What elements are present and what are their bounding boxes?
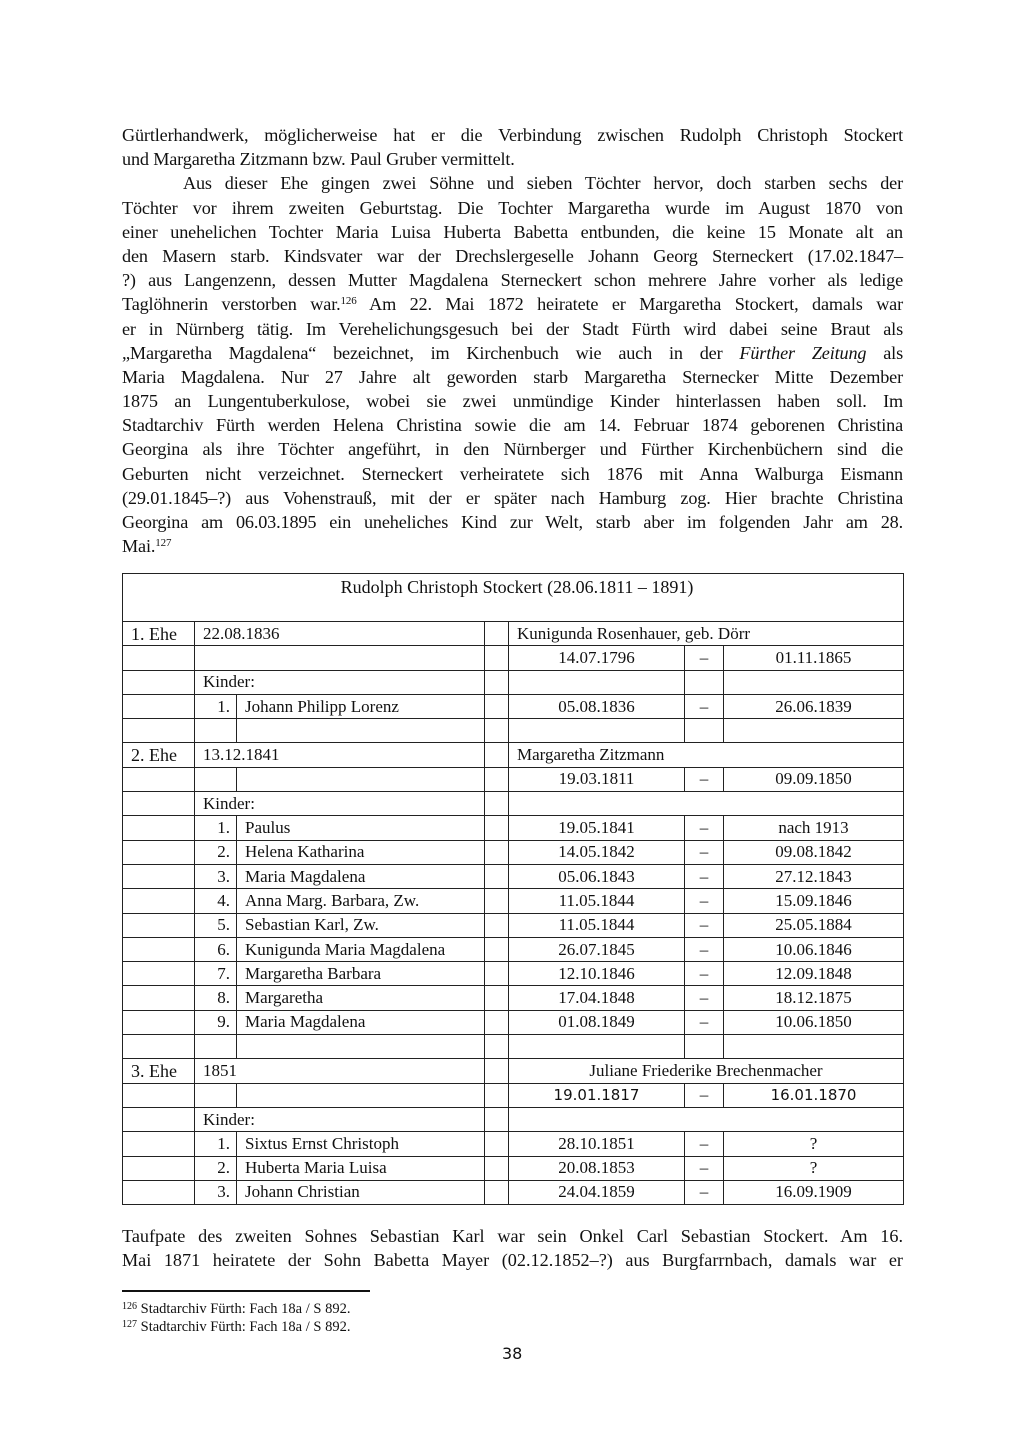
date-dash: – — [685, 1156, 724, 1180]
footnote-ref[interactable]: 127 — [155, 537, 172, 550]
child-number: 2. — [195, 840, 237, 864]
empty-cell — [237, 1035, 485, 1059]
date-dash: – — [685, 767, 724, 791]
spouse-dates-row — [123, 767, 904, 791]
empty-cell — [685, 670, 724, 694]
child-name: Margaretha Barbara — [237, 962, 485, 986]
empty-cell — [685, 719, 724, 743]
date-dash: – — [685, 889, 724, 913]
spacer-cell — [485, 1059, 509, 1083]
spacer-cell — [485, 792, 509, 816]
child-number: 1. — [195, 816, 237, 840]
date-dash: – — [685, 986, 724, 1010]
child-number: 5. — [195, 913, 237, 937]
spacer-cell — [485, 816, 509, 840]
empty-cell — [237, 719, 485, 743]
marriage-row — [123, 743, 904, 767]
genealogy-table-body — [123, 574, 904, 1205]
marriage-date: 1851 — [195, 1059, 485, 1083]
empty-cell — [123, 1156, 195, 1180]
child-death: 12.09.1848 — [724, 962, 904, 986]
page-number: 38 — [502, 1344, 523, 1363]
empty-cell — [123, 670, 195, 694]
child-birth: 17.04.1848 — [509, 986, 685, 1010]
blank-row — [123, 1035, 904, 1059]
empty-cell — [724, 670, 904, 694]
spacer-cell — [485, 986, 509, 1010]
empty-cell — [724, 1035, 904, 1059]
spacer-cell — [485, 1107, 509, 1131]
child-death: 10.06.1846 — [724, 937, 904, 961]
text-line: Gürtlerhandwerk, möglicherweise hat er die Verbindung zwischen Rudolph Christoph Stockert — [122, 125, 903, 145]
date-dash: – — [685, 913, 724, 937]
empty-cell — [509, 719, 685, 743]
table-title: Rudolph Christoph Stockert (28.06.1811 – 1891) — [123, 574, 904, 622]
empty-cell — [195, 767, 237, 791]
child-death: 26.06.1839 — [724, 694, 904, 718]
text-line: Mai 1871 heiratete der Sohn Babetta Mayer (02.12.1852–?) aus Burgfarrnbach, damals war er — [122, 1250, 903, 1271]
empty-cell — [123, 767, 195, 791]
empty-cell — [123, 719, 195, 743]
child-birth: 28.10.1851 — [509, 1132, 685, 1156]
footnote — [122, 1318, 350, 1336]
kinder-label-row — [123, 1107, 904, 1131]
text-fragment: Mai. — [122, 536, 156, 557]
text-line: einer unehelichen Tochter Maria Luisa Huberta Babetta entbunden, die keine 15 Monate alt an — [122, 221, 903, 242]
empty-cell — [123, 646, 195, 670]
date-dash: – — [685, 694, 724, 718]
spacer-cell — [485, 743, 509, 767]
empty-cell — [123, 889, 195, 913]
spacer-cell — [485, 719, 509, 743]
italic-title: Fürther Zeitung — [739, 342, 867, 363]
child-birth: 14.05.1842 — [509, 840, 685, 864]
child-number: 3. — [195, 1180, 237, 1204]
text-line: Stadtarchiv Fürth werden Helena Christina sowie die am 14. Februar 1874 geborenen Christina — [122, 415, 903, 436]
child-birth: 19.05.1841 — [509, 816, 685, 840]
child-number: 2. — [195, 1156, 237, 1180]
child-death: 10.06.1850 — [724, 1010, 904, 1034]
footnote-number: 127 — [122, 1319, 137, 1330]
spacer-cell — [485, 767, 509, 791]
empty-cell — [123, 1035, 195, 1059]
child-row — [123, 1156, 904, 1180]
footnote-text: Stadtarchiv Fürth: Fach 18a / S 892. — [137, 1319, 351, 1335]
spacer-cell — [485, 694, 509, 718]
text-line: (29.01.1845–?) aus Vohenstrauß, mit der er später nach Hamburg zog. Hier brachte Christina — [122, 487, 903, 508]
child-row — [123, 889, 904, 913]
date-dash: – — [685, 1180, 724, 1204]
text-line: den Masern starb. Kindsvater war der Drechslergeselle Johann Georg Sterneckert (17.02.1847– — [122, 245, 903, 266]
spacer-cell — [485, 889, 509, 913]
spouse-birth: 14.07.1796 — [509, 646, 685, 670]
spouse-death: 09.09.1850 — [724, 767, 904, 791]
child-row — [123, 694, 904, 718]
spacer-cell — [485, 1132, 509, 1156]
spouse-death: 16.01.1870 — [724, 1083, 904, 1107]
child-death: nach 1913 — [724, 816, 904, 840]
empty-cell — [123, 962, 195, 986]
empty-cell — [724, 719, 904, 743]
spacer-cell — [485, 1083, 509, 1107]
child-name: Maria Magdalena — [237, 864, 485, 888]
spacer-cell — [485, 1180, 509, 1204]
text-fragment: Am 22. Mai 1872 heiratete er Margaretha Stockert, damals war — [356, 294, 904, 315]
date-dash: – — [685, 1132, 724, 1156]
child-row — [123, 1132, 904, 1156]
text-line — [122, 534, 903, 558]
kinder-label: Kinder: — [195, 670, 485, 694]
empty-cell — [509, 670, 685, 694]
spacer-cell — [485, 962, 509, 986]
marriage-label: 1. Ehe — [123, 622, 195, 646]
child-name: Paulus — [237, 816, 485, 840]
empty-cell — [123, 840, 195, 864]
marriage-date: 13.12.1841 — [195, 743, 485, 767]
marriage-label: 3. Ehe — [123, 1059, 195, 1083]
child-row — [123, 864, 904, 888]
child-row — [123, 816, 904, 840]
child-name: Maria Magdalena — [237, 1010, 485, 1034]
child-name: Anna Marg. Barbara, Zw. — [237, 889, 485, 913]
child-death: 27.12.1843 — [724, 864, 904, 888]
empty-cell — [123, 694, 195, 718]
spouse-death: 01.11.1865 — [724, 646, 904, 670]
empty-cell — [123, 1180, 195, 1204]
child-number: 9. — [195, 1010, 237, 1034]
spacer-cell — [485, 913, 509, 937]
child-birth: 12.10.1846 — [509, 962, 685, 986]
child-number: 1. — [195, 1132, 237, 1156]
child-birth: 20.08.1853 — [509, 1156, 685, 1180]
empty-cell — [123, 1083, 195, 1107]
child-death: 09.08.1842 — [724, 840, 904, 864]
blank-row — [123, 719, 904, 743]
child-death: 25.05.1884 — [724, 913, 904, 937]
child-name: Johann Philipp Lorenz — [237, 694, 485, 718]
date-dash: – — [685, 646, 724, 670]
child-birth: 11.05.1844 — [509, 913, 685, 937]
genealogy-table — [122, 573, 904, 1205]
footnote-text: Stadtarchiv Fürth: Fach 18a / S 892. — [137, 1301, 351, 1317]
date-dash: – — [685, 962, 724, 986]
empty-cell — [509, 1107, 904, 1131]
spouse-birth: 19.01.1817 — [509, 1083, 685, 1107]
child-number: 1. — [195, 694, 237, 718]
empty-cell — [195, 719, 237, 743]
empty-cell — [123, 1010, 195, 1034]
spacer-cell — [485, 1156, 509, 1180]
spouse-dates-row — [123, 1083, 904, 1107]
child-death: 16.09.1909 — [724, 1180, 904, 1204]
empty-cell — [509, 1035, 685, 1059]
kinder-label: Kinder: — [195, 792, 485, 816]
empty-cell — [123, 816, 195, 840]
kinder-label-row — [123, 670, 904, 694]
child-name: Johann Christian — [237, 1180, 485, 1204]
empty-cell — [237, 1083, 485, 1107]
empty-cell — [237, 767, 485, 791]
empty-cell — [685, 1035, 724, 1059]
child-birth: 01.08.1849 — [509, 1010, 685, 1034]
empty-cell — [123, 913, 195, 937]
child-name: Kunigunda Maria Magdalena — [237, 937, 485, 961]
spouse-dates-row — [123, 646, 904, 670]
child-number: 6. — [195, 937, 237, 961]
child-number: 4. — [195, 889, 237, 913]
empty-cell — [123, 986, 195, 1010]
spouse-birth: 19.03.1811 — [509, 767, 685, 791]
text-line: Aus dieser Ehe gingen zwei Söhne und sieben Töchter hervor, doch starben sechs der — [183, 173, 903, 194]
date-dash: – — [685, 816, 724, 840]
child-birth: 26.07.1845 — [509, 937, 685, 961]
spacer-cell — [485, 1010, 509, 1034]
text-line: er in Nürnberg tätig. Im Verehelichungsgesuch bei der Stadt Fürth wird dabei seine Braut als — [122, 318, 903, 339]
text-line: Georgina als ihre Töchter angeführt, in den Nürnberger und Fürther Kirchenbüchern sind die — [122, 439, 903, 460]
text-line: Maria Magdalena. Nur 27 Jahre alt geworden starb Margaretha Sternecker Mitte Dezember — [122, 366, 903, 387]
text-fragment: „Margaretha Magdalena“ bezeichnet, im Kirchenbuch wie auch in der — [122, 342, 740, 363]
text-line — [122, 292, 903, 316]
date-dash: – — [685, 864, 724, 888]
empty-cell — [195, 646, 485, 670]
text-line: 1875 an Lungentuberkulose, wobei sie zwei unmündige Kinder hinterlassen haben soll. Im — [122, 391, 903, 412]
text-line: ?) aus Langenzenn, dessen Mutter Magdalena Sterneckert schon mehrere Jahre vorher als ledige — [122, 270, 903, 291]
child-row — [123, 913, 904, 937]
child-row — [123, 962, 904, 986]
child-birth: 24.04.1859 — [509, 1180, 685, 1204]
spacer-cell — [485, 670, 509, 694]
marriage-row — [123, 622, 904, 646]
body-text-continued — [122, 1224, 903, 1272]
marriage-row — [123, 1059, 904, 1083]
child-name: Sebastian Karl, Zw. — [237, 913, 485, 937]
empty-cell — [123, 864, 195, 888]
text-line: Töchter vor ihrem zweiten Geburtstag. Die Tochter Margaretha wurde im August 1870 von — [122, 197, 903, 218]
child-row — [123, 986, 904, 1010]
child-name: Sixtus Ernst Christoph — [237, 1132, 485, 1156]
text-line: Geburten nicht verzeichnet. Sterneckert verheiratete sich 1876 mit Anna Walburga Eismann — [122, 463, 903, 484]
empty-cell — [123, 792, 195, 816]
child-death: ? — [724, 1132, 904, 1156]
child-name: Huberta Maria Luisa — [237, 1156, 485, 1180]
date-dash: – — [685, 1083, 724, 1107]
child-number: 3. — [195, 864, 237, 888]
empty-cell — [195, 1083, 237, 1107]
empty-cell — [195, 1035, 237, 1059]
footnote-number: 126 — [122, 1301, 137, 1312]
child-number: 7. — [195, 962, 237, 986]
spacer-cell — [485, 937, 509, 961]
table-header-row — [123, 574, 904, 622]
marriage-date: 22.08.1836 — [195, 622, 485, 646]
empty-cell — [123, 1107, 195, 1131]
kinder-label-row — [123, 792, 904, 816]
empty-cell — [123, 1132, 195, 1156]
child-name: Margaretha — [237, 986, 485, 1010]
child-row — [123, 1180, 904, 1204]
text-line: Georgina am 06.03.1895 ein uneheliches Kind zur Welt, starb aber im folgenden Jahr am 28. — [122, 512, 903, 532]
date-dash: – — [685, 840, 724, 864]
text-fragment: als — [866, 342, 904, 363]
child-birth: 11.05.1844 — [509, 889, 685, 913]
text-line: und Margaretha Zitzmann bzw. Paul Gruber vermittelt. — [122, 149, 515, 170]
marriage-label: 2. Ehe — [123, 743, 195, 767]
spacer-cell — [485, 622, 509, 646]
child-birth: 05.06.1843 — [509, 864, 685, 888]
spacer-cell — [485, 1035, 509, 1059]
footnote-separator — [122, 1290, 370, 1292]
child-birth: 05.08.1836 — [509, 694, 685, 718]
child-row — [123, 840, 904, 864]
spouse-name: Juliane Friederike Brechenmacher — [509, 1059, 904, 1083]
spacer-cell — [485, 646, 509, 670]
child-name: Helena Katharina — [237, 840, 485, 864]
spacer-cell — [485, 864, 509, 888]
spouse-name: Margaretha Zitzmann — [509, 743, 904, 767]
child-row — [123, 1010, 904, 1034]
child-number: 8. — [195, 986, 237, 1010]
kinder-label: Kinder: — [195, 1107, 485, 1131]
footnote — [122, 1300, 350, 1318]
empty-cell — [123, 937, 195, 961]
text-fragment: Taglöhnerin verstorben war. — [122, 294, 341, 315]
footnote-ref[interactable]: 126 — [340, 295, 357, 308]
text-line — [122, 341, 903, 365]
body-text — [122, 123, 903, 558]
spacer-cell — [485, 840, 509, 864]
text-line: Taufpate des zweiten Sohnes Sebastian Karl war sein Onkel Carl Sebastian Stockert. Am 16. — [122, 1226, 903, 1246]
date-dash: – — [685, 1010, 724, 1034]
empty-cell — [509, 792, 904, 816]
child-death: 18.12.1875 — [724, 986, 904, 1010]
spouse-name: Kunigunda Rosenhauer, geb. Dörr — [509, 622, 904, 646]
date-dash: – — [685, 937, 724, 961]
child-death: 15.09.1846 — [724, 889, 904, 913]
child-row — [123, 937, 904, 961]
child-death: ? — [724, 1156, 904, 1180]
